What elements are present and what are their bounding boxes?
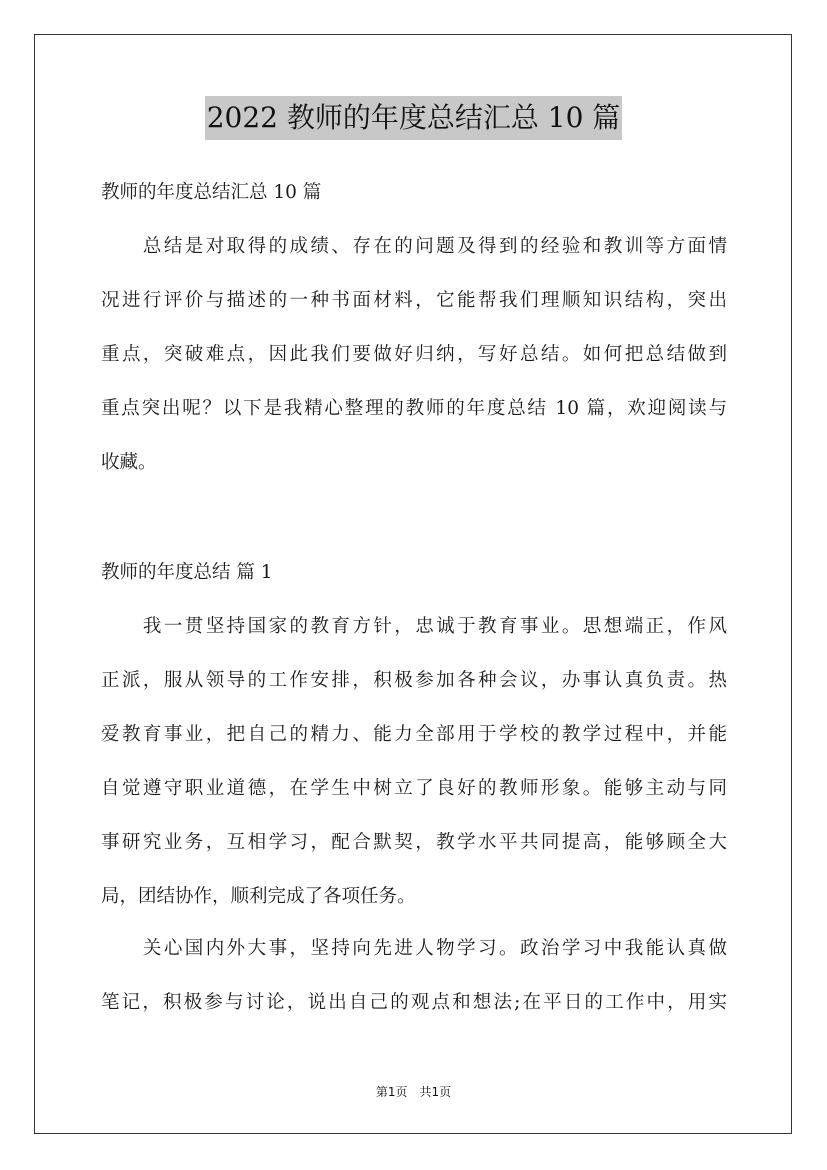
- paragraph-line: 收藏。: [101, 452, 157, 473]
- paragraph-line: 我一贯坚持国家的教育方针，忠诚于教育事业。思想端正，作风: [101, 616, 727, 637]
- paragraph-line: 重点突出呢？以下是我精心整理的教师的年度总结 10 篇，欢迎阅读与: [101, 398, 727, 419]
- document-title: 2022 教师的年度总结汇总 10 篇: [205, 96, 623, 140]
- paragraph-line: 事研究业务，互相学习，配合默契，教学水平共同提高，能够顾全大: [101, 832, 727, 853]
- section1-paragraph-2: [101, 922, 727, 1030]
- intro-paragraph: [101, 220, 727, 490]
- paragraph-line: 笔记，积极参与讨论，说出自己的观点和想法;在平日的工作中，用实: [101, 992, 727, 1013]
- section1-paragraph-1: [101, 600, 727, 924]
- paragraph-line: 况进行评价与描述的一种书面材料，它能帮我们理顺知识结构，突出: [101, 290, 727, 311]
- paragraph-line: 自觉遵守职业道德，在学生中树立了良好的教师形象。能够主动与同: [101, 778, 727, 799]
- document-subtitle: 教师的年度总结汇总 10 篇: [101, 182, 322, 203]
- paragraph-line: 局，团结协作，顺利完成了各项任务。: [101, 886, 416, 907]
- paragraph-line: 总结是对取得的成绩、存在的问题及得到的经验和教训等方面情: [101, 236, 727, 257]
- paragraph-line: 爱教育事业，把自己的精力、能力全部用于学校的教学过程中，并能: [101, 724, 727, 745]
- section-heading: 教师的年度总结 篇 1: [101, 562, 273, 583]
- paragraph-line: 重点，突破难点，因此我们要做好归纳，写好总结。如何把总结做到: [101, 344, 727, 365]
- paragraph-line: 关心国内外大事，坚持向先进人物学习。政治学习中我能认真做: [101, 938, 727, 959]
- page-footer: 第1页 共1页: [375, 1085, 452, 1099]
- paragraph-line: 正派，服从领导的工作安排，积极参加各种会议，办事认真负责。热: [101, 670, 727, 691]
- title-container: [0, 96, 827, 140]
